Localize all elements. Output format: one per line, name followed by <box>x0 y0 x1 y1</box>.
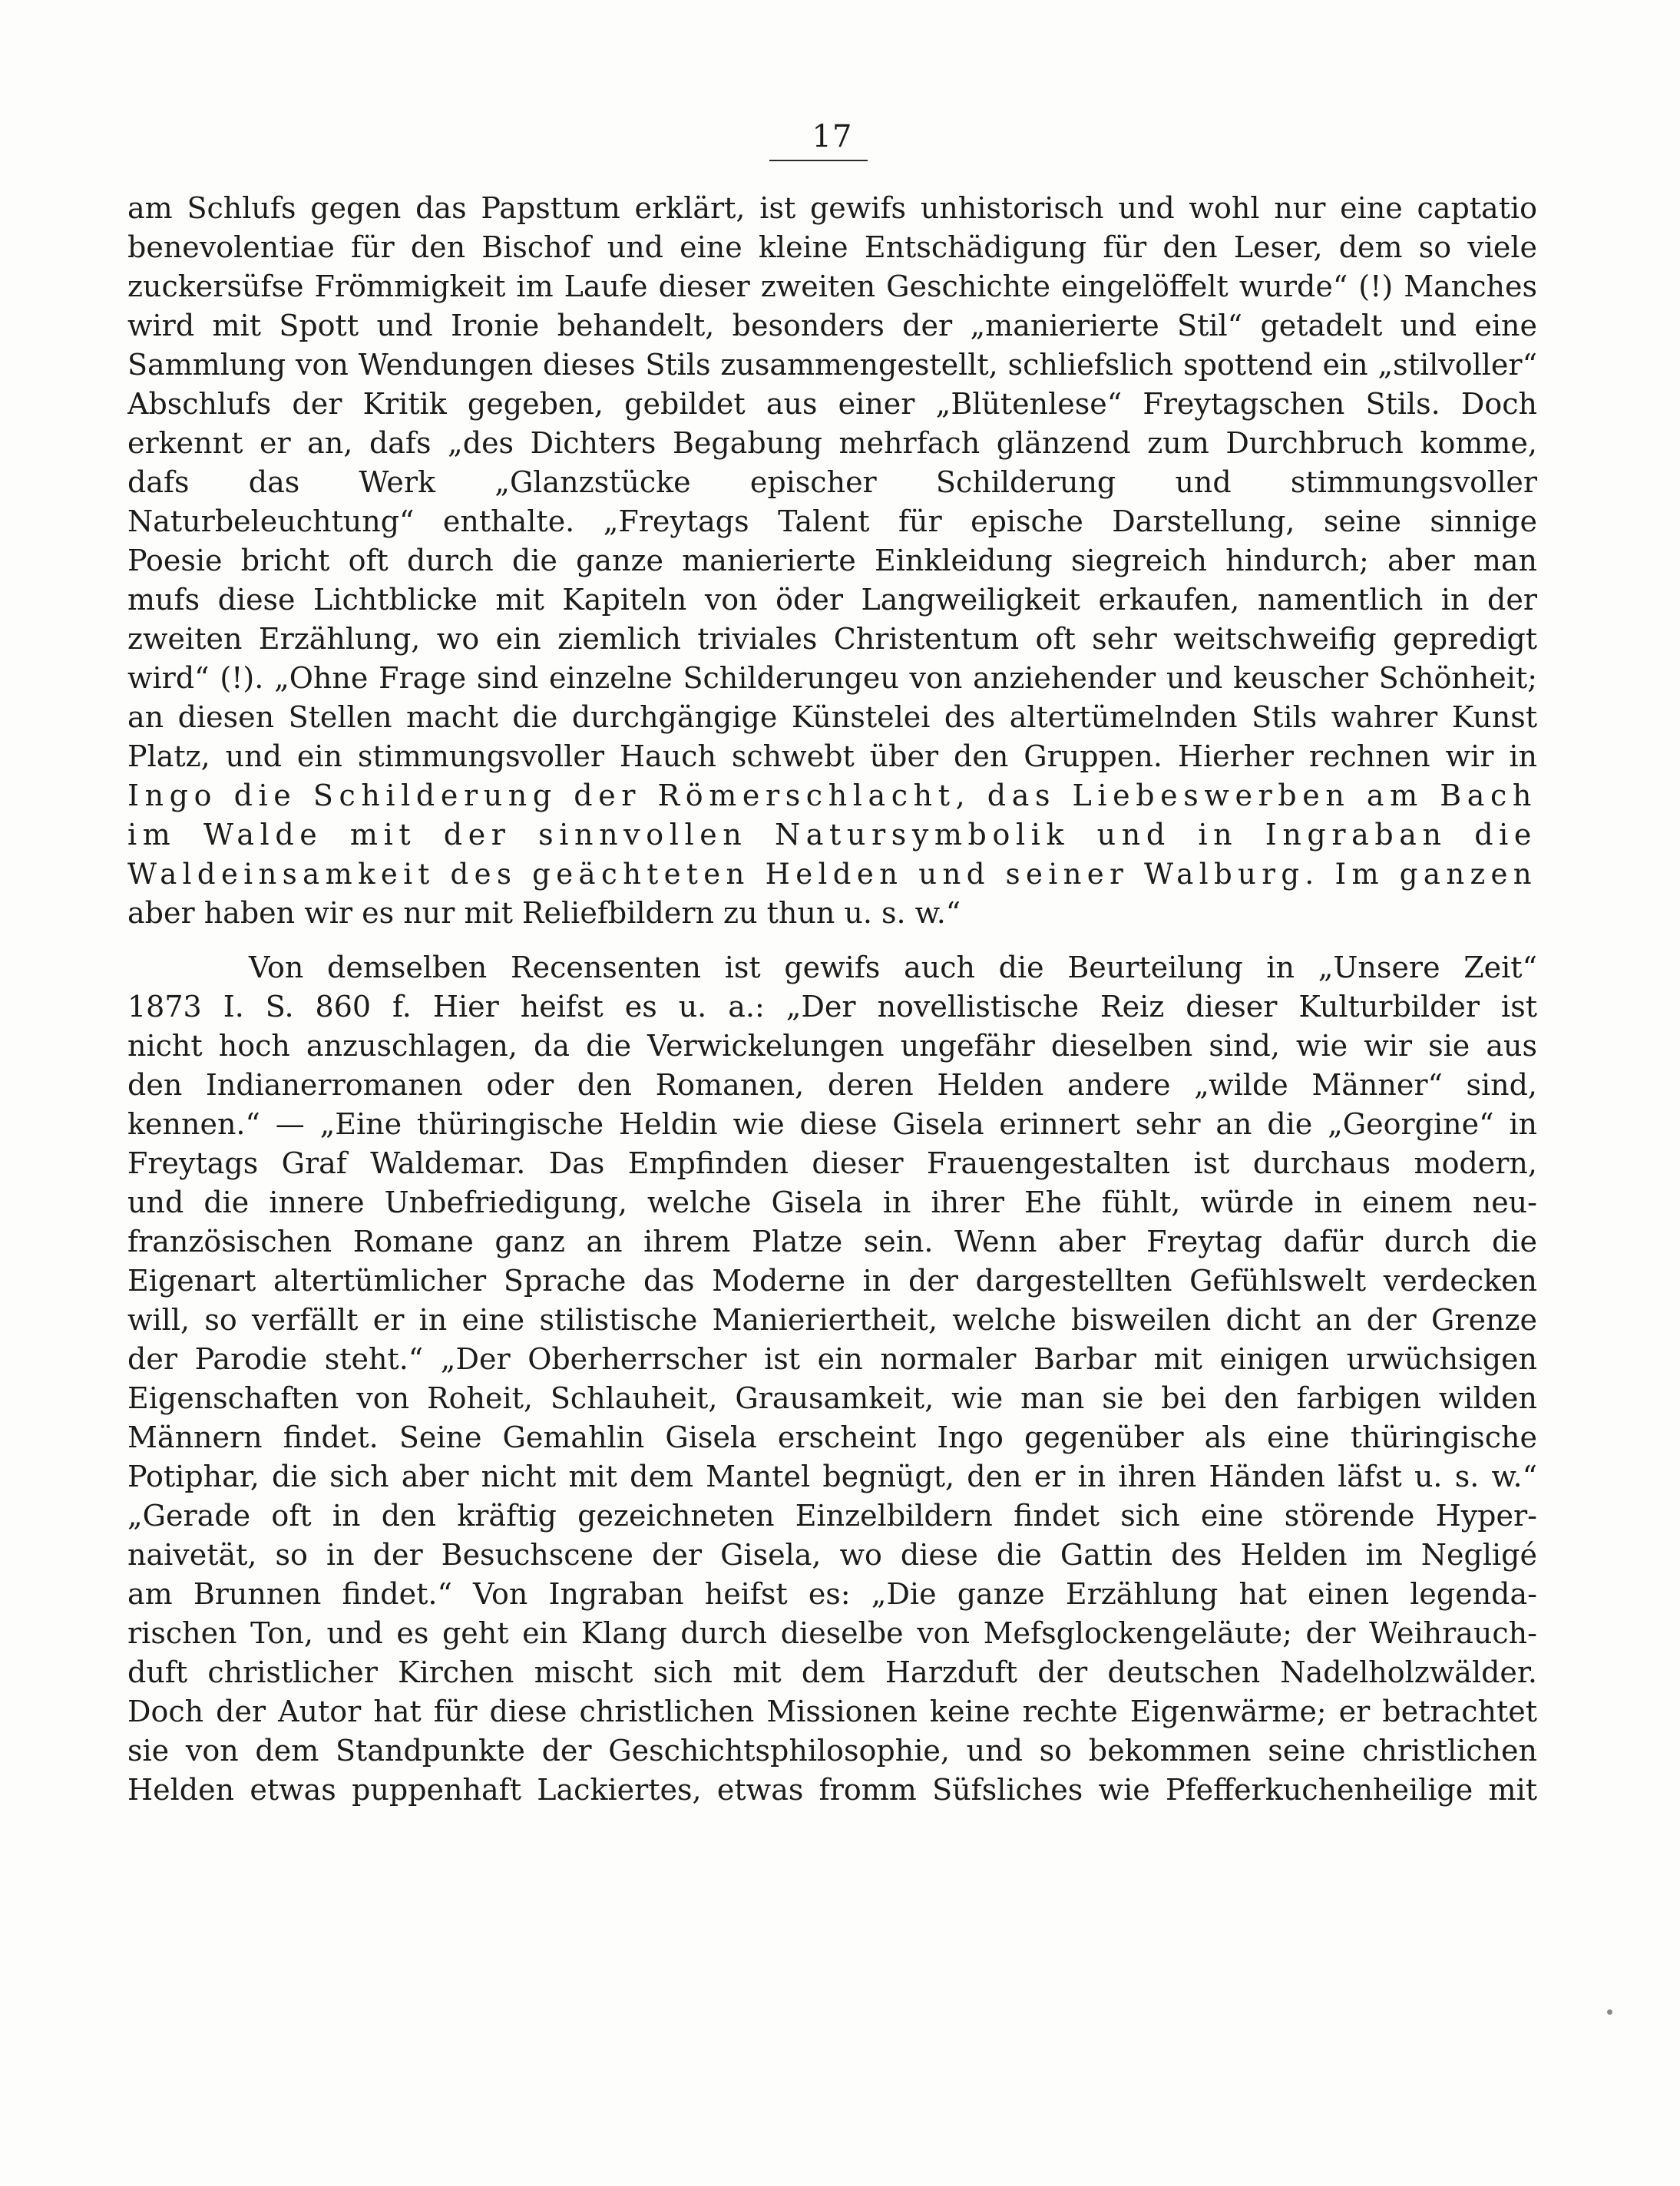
text-line: erkennt er an, dafs „des Dichters Begabung mehrfach glänzend zum Durchbruch komme, <box>127 426 1537 460</box>
text-line: zuckersüfse Frömmigkeit im Laufe dieser zweiten Geschichte eingelöffelt wurde“ (!) Manches <box>127 270 1537 303</box>
text-line: Platz, und ein stimmungsvoller Hauch schwebt über den Gruppen. Hierher rechnen wir in <box>127 739 1537 773</box>
text-line: im Walde mit der sinnvollen Natursymbolik und in Ingraban die <box>127 818 1537 852</box>
text-line: der Parodie steht.“ „Der Oberherrscher ist ein normaler Barbar mit einigen urwüchsigen <box>127 1342 1537 1376</box>
text-line: Eigenart altertümlicher Sprache das Moderne in der dargestellten Gefühlswelt verdecken <box>127 1264 1537 1298</box>
text-line: benevolentiae für den Bischof und eine kleine Entschädigung für den Leser, dem so viele <box>127 230 1537 264</box>
body-text <box>127 189 1537 1810</box>
page-number: 17 <box>812 119 853 154</box>
text-line: rischen Ton, und es geht ein Klang durch dieselbe von Mefsglockengeläute; der Weihrauch- <box>127 1616 1537 1650</box>
text-line: am Schlufs gegen das Papsttum erklärt, ist gewifs unhistorisch und wohl nur eine captatio <box>127 191 1537 225</box>
text-line: 1873 I. S. 860 f. Hier heifst es u. a.: „Der novellistische Reiz dieser Kulturbilder ist <box>127 990 1537 1024</box>
text-line: an diesen Stellen macht die durchgängige Künstelei des altertümelnden Stils wahrer Kunst <box>127 700 1537 734</box>
text-line: Helden etwas puppenhaft Lackiertes, etwas fromm Süfsliches wie Pfefferkuchenheilige mit <box>127 1773 1537 1807</box>
text-line: Sammlung von Wendungen dieses Stils zusammengestellt, schliefslich spottend ein „stilvoller“ <box>127 348 1537 382</box>
text-line: naivetät, so in der Besuchscene der Gisela, wo diese die Gattin des Helden im Negligé <box>127 1538 1537 1572</box>
text-line: am Brunnen findet.“ Von Ingraban heifst es: „Die ganze Erzählung hat einen legenda- <box>127 1577 1537 1611</box>
text-line: Eigenschaften von Roheit, Schlauheit, Grausamkeit, wie man sie bei den farbigen wilden <box>127 1381 1537 1415</box>
text-line: Freytags Graf Waldemar. Das Empfinden dieser Frauengestalten ist durchaus modern, <box>127 1146 1537 1180</box>
text-line: französischen Romane ganz an ihrem Platze sein. Wenn aber Freytag dafür durch die <box>127 1225 1537 1258</box>
text-line: kennen.“ — „Eine thüringische Heldin wie diese Gisela erinnert sehr an die „Georgine“ in <box>127 1107 1537 1141</box>
text-line: Waldeinsamkeit des geächteten Helden und seiner Walburg. Im ganzen <box>127 858 1537 891</box>
text-line: Ingo die Schilderung der Römerschlacht, das Liebeswerben am Bach <box>127 779 1537 812</box>
paragraph-1 <box>127 189 1537 933</box>
text-line: wird mit Spott und Ironie behandelt, besonders der „manierierte Stil“ getadelt und eine <box>127 309 1537 342</box>
text-line: Naturbeleuchtung“ enthalte. „Freytags Talent für epische Darstellung, seine sinnige <box>127 504 1537 538</box>
text-line: Männern findet. Seine Gemahlin Gisela erscheint Ingo gegenüber als eine thüringische <box>127 1420 1537 1454</box>
text-line: sie von dem Standpunkte der Geschichtsphilosophie, und so bekommen seine christlichen <box>127 1734 1537 1768</box>
text-line: will, so verfällt er in eine stilistische Manieriertheit, welche bisweilen dicht an der Grenze <box>127 1303 1537 1337</box>
text-line: Potiphar, die sich aber nicht mit dem Mantel begnügt, den er in ihren Händen läfst u. s. w.“ <box>127 1460 1537 1493</box>
page-number-underline <box>769 160 868 161</box>
text-line: zweiten Erzählung, wo ein ziemlich triviales Christentum oft sehr weitschweifig gepredigt <box>127 622 1537 656</box>
paragraph-2 <box>127 948 1537 1810</box>
text-line: mufs diese Lichtblicke mit Kapiteln von öder Langweiligkeit erkaufen, namentlich in der <box>127 583 1537 617</box>
text-line: wird“ (!). „Ohne Frage sind einzelne Schilderungeu von anziehender und keuscher Schönheit; <box>127 661 1537 695</box>
paragraph-gap <box>127 933 1537 948</box>
text-line: „Gerade oft in den kräftig gezeichneten Einzelbildern findet sich eine störende Hyper- <box>127 1499 1537 1533</box>
text-line: den Indianerromanen oder den Romanen, deren Helden andere „wilde Männer“ sind, <box>127 1068 1537 1102</box>
text-line: aber haben wir es nur mit Reliefbildern zu thun u. s. w.“ <box>127 896 961 930</box>
text-line: dafs das Werk „Glanzstücke epischer Schilderung und stimmungsvoller <box>127 465 1537 499</box>
text-line: Abschlufs der Kritik gegeben, gebildet aus einer „Blütenlese“ Freytagschen Stils. Doch <box>127 387 1537 421</box>
text-line: und die innere Unbefriedigung, welche Gisela in ihrer Ehe fühlt, würde in einem neu- <box>127 1186 1537 1219</box>
text-line: duft christlicher Kirchen mischt sich mit dem Harzduft der deutschen Nadelholzwälder. <box>127 1655 1537 1689</box>
text-line: Doch der Autor hat für diese christlichen Missionen keine rechte Eigenwärme; er betrachtet <box>127 1695 1537 1728</box>
text-line: Poesie bricht oft durch die ganze manierierte Einkleidung siegreich hindurch; aber man <box>127 544 1537 577</box>
text-line: Von demselben Recensenten ist gewifs auch die Beurteilung in „Unsere Zeit“ <box>249 951 1537 984</box>
paper-speck <box>1607 2009 1612 2015</box>
text-line: nicht hoch anzuschlagen, da die Verwickelungen ungefähr dieselben sind, wie wir sie aus <box>127 1029 1537 1063</box>
